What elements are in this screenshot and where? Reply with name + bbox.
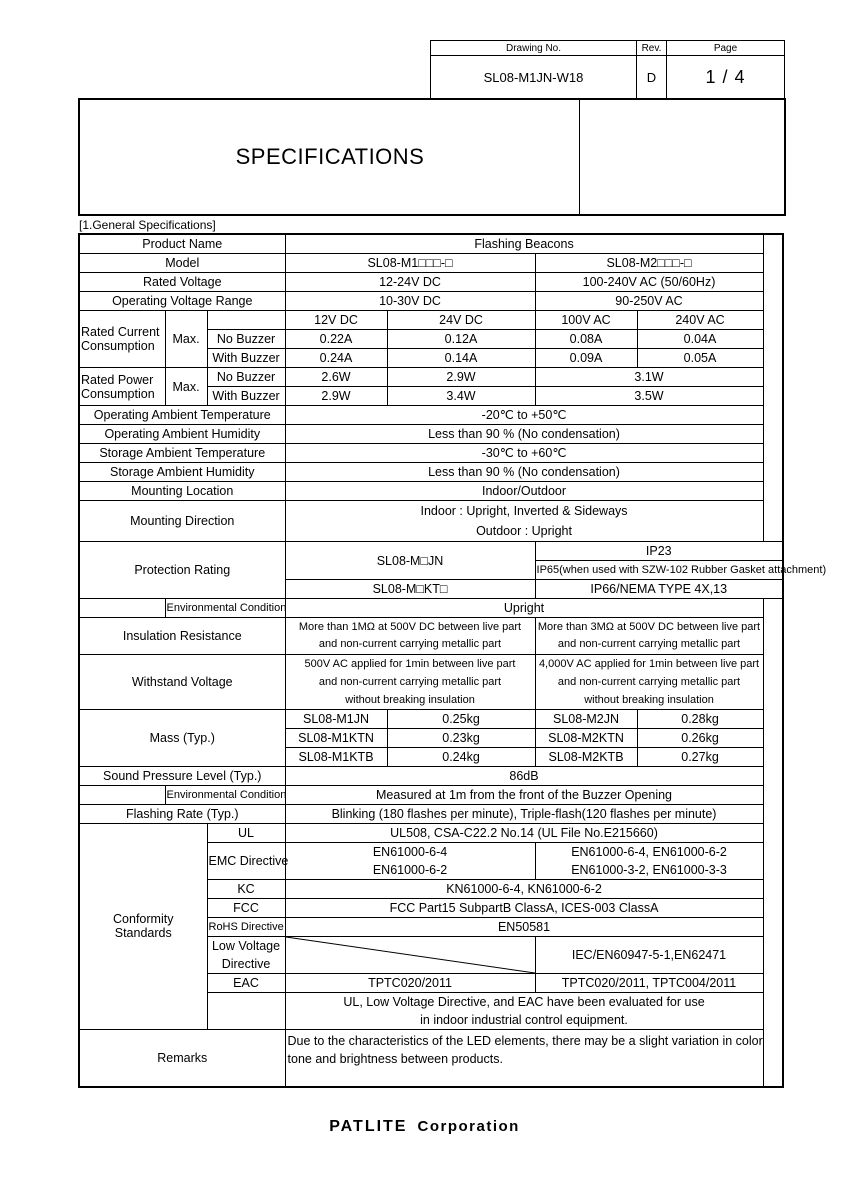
mass-value: 0.25kg — [387, 710, 535, 729]
insulation-1a: More than 1MΩ at 500V DC between live part — [298, 621, 522, 633]
mass-value: 0.24kg — [387, 748, 535, 767]
table-row — [79, 254, 783, 273]
table-row — [79, 425, 783, 444]
remarks-label: Remarks — [79, 1030, 285, 1088]
empty-cell — [207, 311, 285, 330]
current-value: 0.24A — [285, 349, 387, 368]
section-heading: [1.General Specifications] — [79, 218, 216, 232]
no-buzzer-label: No Buzzer — [207, 368, 285, 387]
company-logo: PATLITE — [329, 1118, 408, 1135]
ul-label: UL — [207, 824, 285, 843]
mass-model: SL08-M1KTN — [285, 729, 387, 748]
page-number: 1 / 4 — [667, 56, 785, 99]
diagonal-line — [286, 937, 535, 973]
insulation-label: Insulation Resistance — [79, 618, 285, 655]
spl-label: Sound Pressure Level (Typ.) — [79, 767, 285, 786]
mass-value: 0.28kg — [637, 710, 763, 729]
table-row — [79, 234, 783, 254]
mass-model: SL08-M2KTN — [535, 729, 637, 748]
current-value: 0.08A — [535, 330, 637, 349]
ul: UL508, CSA-C22.2 No.14 (UL File No.E215660) — [285, 824, 763, 843]
current-value: 0.12A — [387, 330, 535, 349]
power-value: 2.6W — [285, 368, 387, 387]
table-row — [79, 463, 783, 482]
prot-model-jn: SL08-M□JN — [285, 542, 535, 580]
rated-voltage-2: 100-240V AC (50/60Hz) — [535, 273, 763, 292]
rated-voltage-1: 12-24V DC — [285, 273, 535, 292]
mass-value: 0.26kg — [637, 729, 763, 748]
v100-label: 100V AC — [535, 311, 637, 330]
table-row — [79, 368, 783, 387]
insulation-2 — [535, 618, 763, 655]
st-hum-label: Storage Ambient Humidity — [79, 463, 285, 482]
emc-2b: EN61000-3-2, EN61000-3-3 — [571, 863, 727, 877]
mass-model: SL08-M1KTB — [285, 748, 387, 767]
current-value: 0.22A — [285, 330, 387, 349]
mount-dir-cell — [285, 501, 763, 542]
insulation-2a: More than 3MΩ at 500V DC between live part — [537, 621, 761, 633]
st-temp-label: Storage Ambient Temperature — [79, 444, 285, 463]
model-2: SL08-M2□□□-□ — [535, 254, 763, 273]
rated-voltage-label: Rated Voltage — [79, 273, 285, 292]
with-buzzer-label: With Buzzer — [207, 387, 285, 406]
rev-label: Rev. — [637, 41, 667, 56]
power-value: 3.4W — [387, 387, 535, 406]
prot-ip23: IP23 — [535, 542, 783, 561]
model-1: SL08-M1□□□-□ — [285, 254, 535, 273]
op-range-label: Operating Voltage Range — [79, 292, 285, 311]
withstand-1b: and non-current carrying metallic part — [318, 676, 502, 688]
rohs-label: RoHS Directive — [207, 918, 285, 937]
table-row — [79, 482, 783, 501]
mount-dir-label: Mounting Direction — [79, 501, 285, 542]
mount-dir-outdoor: Outdoor : Upright — [476, 524, 572, 538]
mount-dir-indoor: Indoor : Upright, Inverted & Sideways — [420, 504, 628, 518]
eac-1: TPTC020/2011 — [285, 974, 535, 993]
conformity-label-1: Conformity — [113, 912, 174, 926]
table-row — [79, 618, 783, 655]
model-label: Model — [79, 254, 285, 273]
title-divider — [579, 100, 580, 214]
table-row — [79, 444, 783, 463]
insulation-1b: and non-current carrying metallic part — [318, 638, 502, 650]
drawing-no: SL08-M1JN-W18 — [431, 56, 637, 99]
op-temp: -20℃ to +50℃ — [285, 406, 763, 425]
remarks-line-2: tone and brightness between products. — [287, 1052, 503, 1066]
emc-2a: EN61000-6-4, EN61000-6-2 — [571, 845, 727, 859]
conformity-note-1: UL, Low Voltage Directive, and EAC have been evaluated for use — [343, 995, 705, 1009]
withstand-1a: 500V AC applied for 1min between live part — [304, 658, 516, 670]
table-row — [79, 786, 783, 805]
lvd-label — [207, 937, 285, 974]
current-value: 0.05A — [637, 349, 763, 368]
table-row — [79, 805, 783, 824]
conformity-note — [285, 993, 763, 1030]
rated-current-label: Rated Current Consumption — [79, 311, 165, 368]
table-row — [79, 501, 783, 542]
withstand-2b: and non-current carrying metallic part — [557, 676, 741, 688]
withstand-2c: without breaking insulation — [584, 694, 714, 706]
table-row — [79, 655, 783, 710]
mount-loc: Indoor/Outdoor — [285, 482, 763, 501]
table-row — [79, 767, 783, 786]
remarks — [285, 1030, 763, 1088]
emc-2 — [535, 843, 763, 880]
power-value: 2.9W — [387, 368, 535, 387]
op-range-1: 10-30V DC — [285, 292, 535, 311]
st-hum: Less than 90 % (No condensation) — [285, 463, 763, 482]
rohs: EN50581 — [285, 918, 763, 937]
table-row — [79, 542, 783, 561]
table-row — [79, 311, 783, 330]
table-row — [79, 292, 783, 311]
op-range-2: 90-250V AC — [535, 292, 763, 311]
emc-1 — [285, 843, 535, 880]
op-hum: Less than 90 % (No condensation) — [285, 425, 763, 444]
v12-label: 12V DC — [285, 311, 387, 330]
emc-label: EMC Directive — [207, 843, 285, 880]
fcc-label: FCC — [207, 899, 285, 918]
mass-value: 0.23kg — [387, 729, 535, 748]
prot-ip66: IP66/NEMA TYPE 4X,13 — [535, 580, 783, 599]
v240-label: 240V AC — [637, 311, 763, 330]
mass-model: SL08-M1JN — [285, 710, 387, 729]
withstand-label: Withstand Voltage — [79, 655, 285, 710]
lvd: IEC/EN60947-5-1,EN62471 — [535, 937, 763, 974]
eac-2: TPTC020/2011, TPTC004/2011 — [535, 974, 763, 993]
mount-loc-label: Mounting Location — [79, 482, 285, 501]
insulation-2b: and non-current carrying metallic part — [557, 638, 741, 650]
footer — [0, 1118, 849, 1136]
title-box — [78, 98, 786, 216]
conformity-note-2: in indoor industrial control equipment. — [420, 1013, 628, 1027]
insulation-1 — [285, 618, 535, 655]
kc: KN61000-6-4, KN61000-6-2 — [285, 880, 763, 899]
conformity-label — [79, 824, 207, 1030]
env-cond: Upright — [285, 599, 763, 618]
withstand-2 — [535, 655, 763, 710]
power-value: 3.5W — [535, 387, 763, 406]
prot-model-kt: SL08-M□KT□ — [285, 580, 535, 599]
spl-env: Measured at 1m from the front of the Buzzer Opening — [285, 786, 763, 805]
withstand-2a: 4,000V AC applied for 1min between live part — [538, 658, 760, 670]
st-temp: -30℃ to +60℃ — [285, 444, 763, 463]
op-temp-label: Operating Ambient Temperature — [79, 406, 285, 425]
drawing-no-label: Drawing No. — [431, 41, 637, 56]
rated-power-label: Rated Power Consumption — [79, 368, 165, 406]
table-row — [79, 273, 783, 292]
op-hum-label: Operating Ambient Humidity — [79, 425, 285, 444]
fcc: FCC Part15 SubpartB ClassA, ICES-003 ClassA — [285, 899, 763, 918]
max-label: Max. — [165, 311, 207, 368]
product-name: Flashing Beacons — [285, 234, 763, 254]
eac-label: EAC — [207, 974, 285, 993]
mass-model: SL08-M2KTB — [535, 748, 637, 767]
table-row — [79, 406, 783, 425]
env-cond-label: Environmental Condition — [165, 786, 285, 805]
table-row — [79, 599, 783, 618]
with-buzzer-label: With Buzzer — [207, 349, 285, 368]
prot-ip65: IP65(when used with SZW-102 Rubber Gasket attachment) — [535, 561, 783, 580]
page-label: Page — [667, 41, 785, 56]
drawing-info-table — [430, 40, 785, 99]
emc-1a: EN61000-6-4 — [372, 845, 448, 859]
v24-label: 24V DC — [387, 311, 535, 330]
power-value: 3.1W — [535, 368, 763, 387]
withstand-1c: without breaking insulation — [345, 694, 475, 706]
remarks-line-1: Due to the characteristics of the LED elements, there may be a slight variation in color — [287, 1034, 763, 1048]
mass-label: Mass (Typ.) — [79, 710, 285, 767]
flash: Blinking (180 flashes per minute), Triple-flash(120 flashes per minute) — [285, 805, 763, 824]
mass-value: 0.27kg — [637, 748, 763, 767]
lvd-label-2: Directive — [221, 957, 271, 971]
product-name-label: Product Name — [79, 234, 285, 254]
company-suffix: Corporation — [417, 1118, 520, 1135]
mass-model: SL08-M2JN — [535, 710, 637, 729]
current-value: 0.09A — [535, 349, 637, 368]
table-row — [79, 1030, 783, 1088]
env-cond-label: Environmental Condition — [165, 599, 285, 618]
page-title: SPECIFICATIONS — [235, 144, 425, 169]
flash-label: Flashing Rate (Typ.) — [79, 805, 285, 824]
withstand-1 — [285, 655, 535, 710]
power-value: 2.9W — [285, 387, 387, 406]
current-value: 0.04A — [637, 330, 763, 349]
protection-label: Protection Rating — [79, 542, 285, 599]
lvd-not-applicable — [285, 937, 535, 974]
conformity-label-2: Standards — [114, 926, 172, 940]
current-value: 0.14A — [387, 349, 535, 368]
emc-1b: EN61000-6-2 — [372, 863, 448, 877]
kc-label: KC — [207, 880, 285, 899]
no-buzzer-label: No Buzzer — [207, 330, 285, 349]
spec-table — [78, 233, 827, 1088]
lvd-label-1: Low Voltage — [211, 939, 281, 953]
table-row — [79, 710, 783, 729]
rev: D — [637, 56, 667, 99]
table-row — [79, 824, 783, 843]
max-label: Max. — [165, 368, 207, 406]
spl: 86dB — [285, 767, 763, 786]
